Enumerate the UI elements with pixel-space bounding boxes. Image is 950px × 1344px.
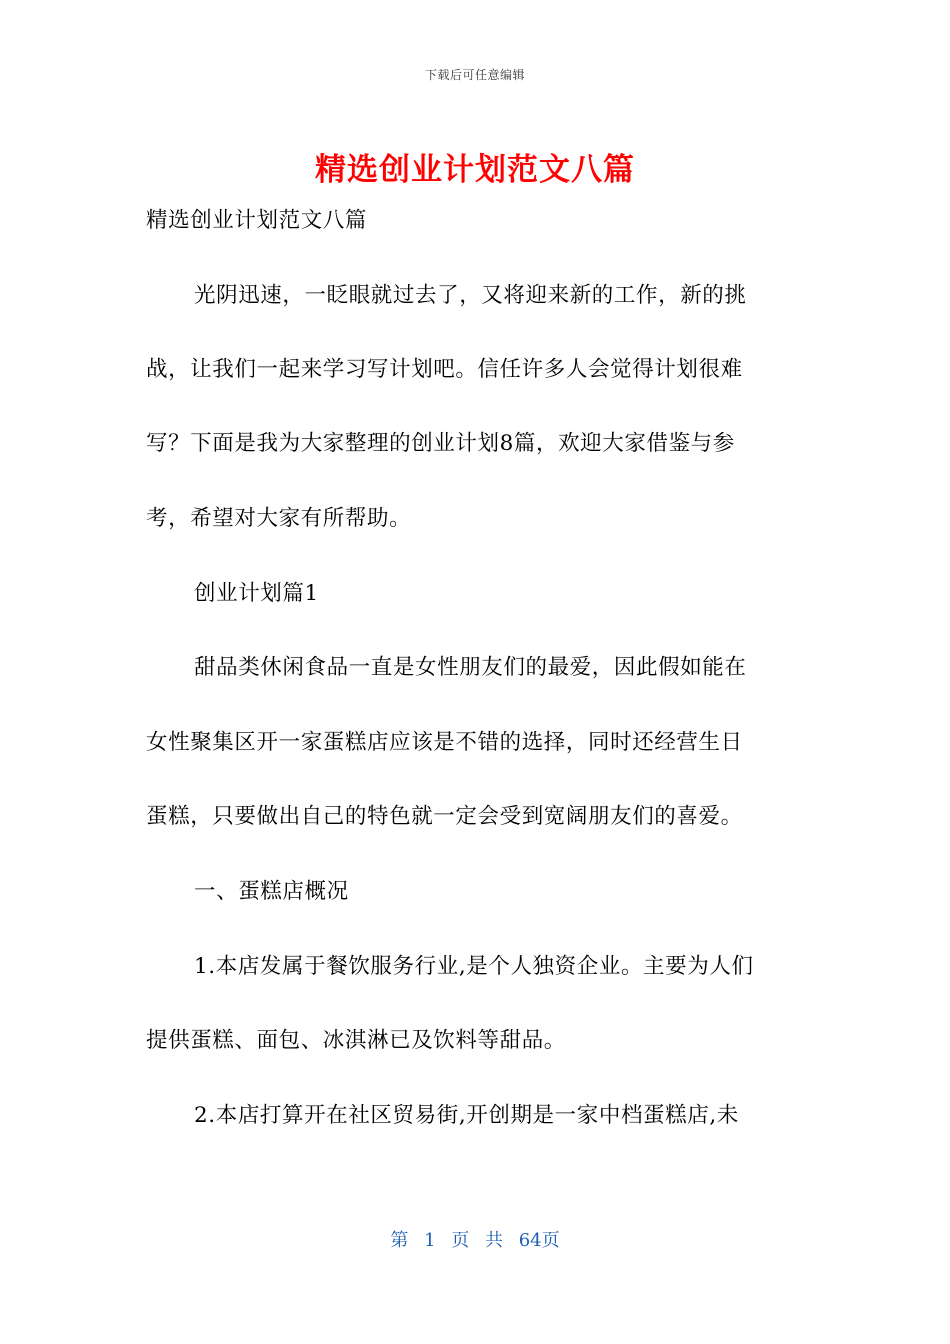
paragraph-line: 写？下面是我为大家整理的创业计划8篇，欢迎大家借鉴与参 — [146, 431, 735, 456]
footer-label-page: 第 — [390, 1230, 409, 1251]
paragraph-line: 蛋糕，只要做出自己的特色就一定会受到宽阔朋友们的喜爱。 — [146, 804, 743, 829]
paragraph-line: 2.本店打算开在社区贸易街,开创期是一家中档蛋糕店,未 — [194, 1103, 739, 1128]
document-title: 精选创业计划范文八篇 — [315, 152, 635, 188]
footer-current-page: 1 — [424, 1230, 436, 1251]
section-heading: 一、蛋糕店概况 — [194, 879, 349, 904]
page-footer — [0, 1226, 950, 1252]
footer-label-total: 共 — [485, 1230, 503, 1251]
paragraph-line: 战，让我们一起来学习写计划吧。信任许多人会觉得计划很难 — [146, 357, 743, 382]
paragraph-line: 考，希望对大家有所帮助。 — [146, 506, 412, 531]
footer-label-of: 页 — [451, 1230, 470, 1251]
document-subtitle: 精选创业计划范文八篇 — [146, 208, 368, 233]
paragraph-line: 1.本店发属于餐饮服务行业,是个人独资企业。主要为人们 — [194, 954, 754, 979]
paragraph-line: 光阴迅速，一眨眼就过去了，又将迎来新的工作，新的挑 — [194, 283, 747, 308]
footer-total-pages: 64页 — [518, 1230, 560, 1251]
paragraph-line: 甜品类休闲食品一直是女性朋友们的最爱，因此假如能在 — [194, 655, 747, 680]
paragraph-line: 女性聚集区开一家蛋糕店应该是不错的选择，同时还经营生日 — [146, 730, 743, 755]
section-heading: 创业计划篇1 — [194, 581, 319, 606]
paragraph-line: 提供蛋糕、面包、冰淇淋已及饮料等甜品。 — [146, 1028, 566, 1053]
page-header: 下载后可任意编辑 — [424, 68, 525, 82]
